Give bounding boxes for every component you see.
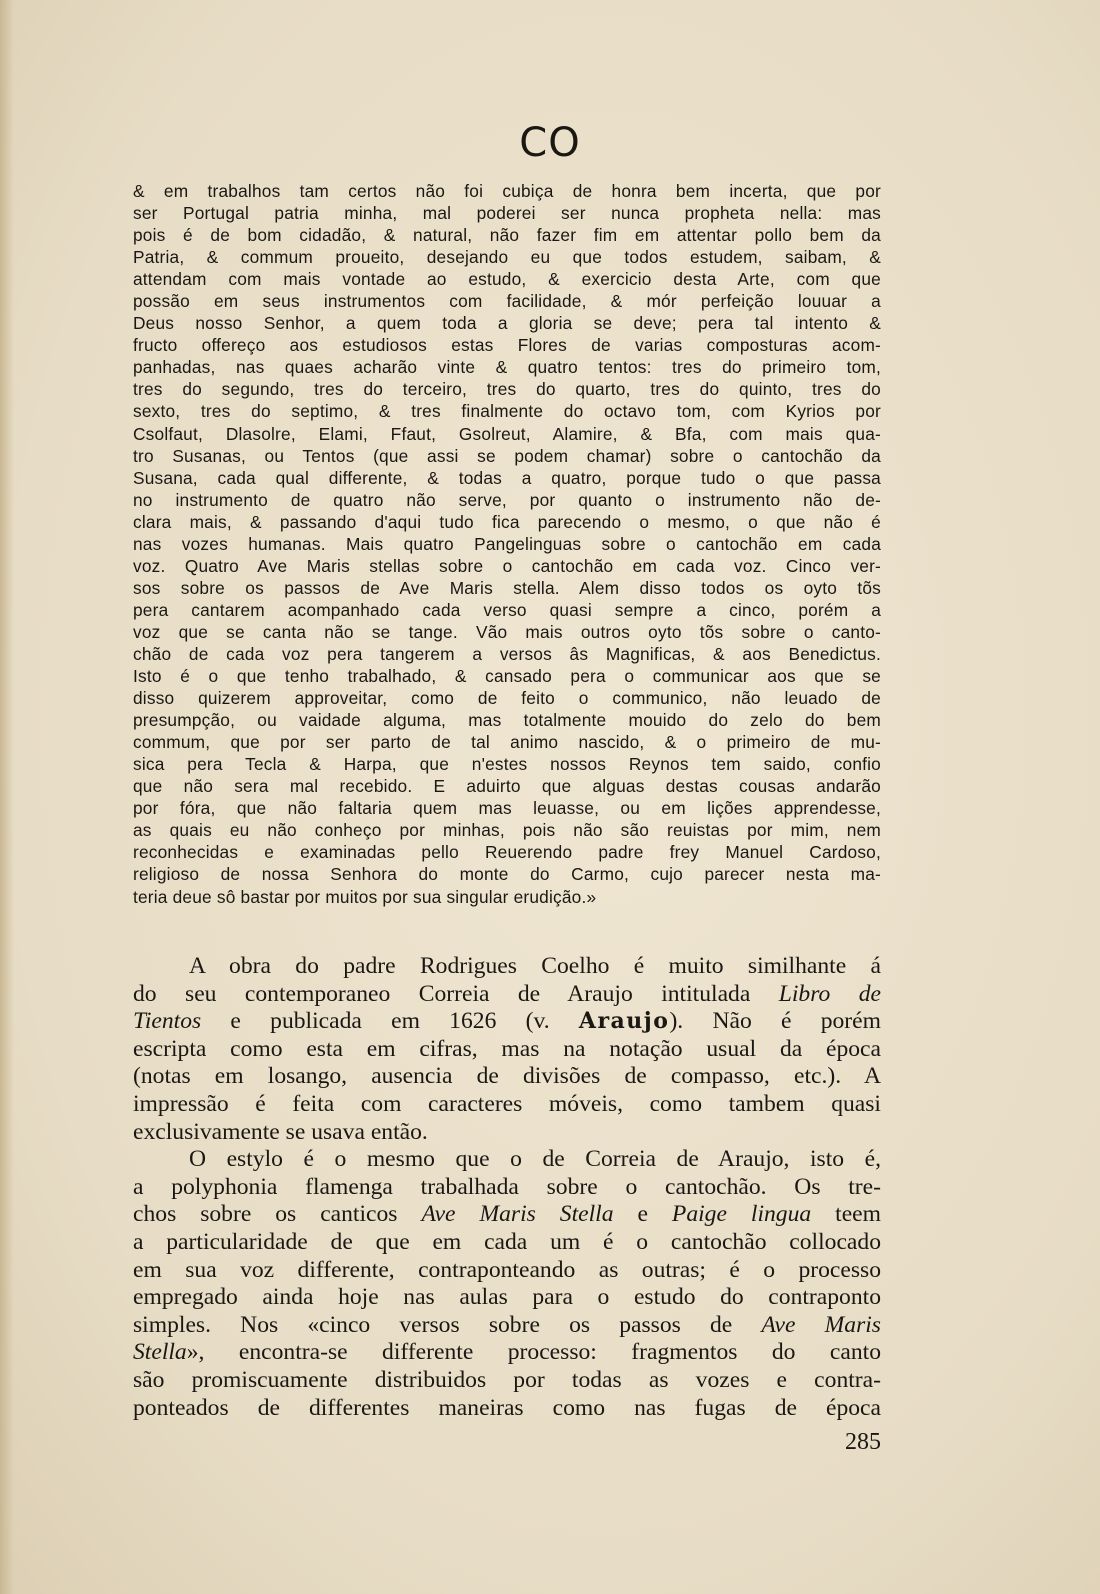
quotation-line: no instrumento de quatro não serve, por quanto o instrumento não de- <box>133 489 881 510</box>
quotation-line: & em trabalhos tam certos não foi cubiça de honra bem incerta, que por <box>133 181 881 201</box>
quotation-line: presumpção, ou vaidade alguma, mas totalmente mouido do zelo do bem <box>133 710 881 731</box>
quotation-line: panhadas, nas quaes acharão vinte & quatro tentos: tres do primeiro tom, <box>133 357 881 378</box>
quotation-line: nas vozes humanas. Mais quatro Pangelinguas sobre o cantochão em cada <box>133 533 881 554</box>
quotation-line: as quais eu não conheço por minhas, pois não são reuistas por mim, nem <box>133 820 881 841</box>
quotation-line: teria deue sô bastar por muitos por sua singular erudição.» <box>133 886 597 907</box>
quotation-line: tres do segundo, tres do terceiro, tres do quarto, tres do quinto, tres do <box>133 379 881 400</box>
paragraph-2-line: a particularidade de que em cada um é o cantochão collocado <box>133 1228 881 1255</box>
quotation-line: fructo offereço aos estudiosos estas Flores de varias composturas acom- <box>133 335 881 356</box>
quotation-line: que não sera mal recebido. E aduirto que alguas destas cousas andarão <box>133 776 881 797</box>
quotation-line: Isto é o que tenho trabalhado, & cansado pera o communicar aos que se <box>133 666 881 687</box>
quotation-line: voz. Quatro Ave Maris stellas sobre o cantochão em cada voz. Cinco ver- <box>133 555 881 576</box>
quotation-line: pois é de bom cidadão, & natural, não fazer fim em attentar pollo bem da <box>133 225 881 246</box>
quotation-line: attendam com mais vontade ao estudo, & exercicio desta Arte, com que <box>133 269 881 290</box>
running-head: CO <box>519 120 581 166</box>
quotation-line: Patria, & commum proueito, desejando eu que todos estudem, saibam, & <box>133 247 881 268</box>
paragraph-2-line: em sua voz differente, contraponteando as outras; é o processo <box>133 1256 881 1283</box>
page-edge-shadow <box>0 0 14 1594</box>
quotation-line: voz que se canta não se tange. Vão mais outros oyto tõs sobre o canto- <box>133 621 881 642</box>
quotation-line: ser Portugal patria minha, mal poderei ser nunca propheta nella: mas <box>133 203 881 224</box>
paragraph-2-line: ponteados de differentes maneiras como nas fugas de época <box>133 1394 881 1421</box>
canticle-title: Ave Maris <box>761 1311 881 1338</box>
quotation-line: commum, que por ser parto de tal animo nascido, & o primeiro de mu- <box>133 732 881 753</box>
quotation-block <box>133 180 881 908</box>
canticle-title: Stella <box>133 1339 187 1366</box>
quotation-line: clara mais, & passando d'aqui tudo fica parecendo o mesmo, o que não é <box>133 511 881 532</box>
paragraph-2-line: simples. Nos «cinco versos sobre os passos de Ave Maris <box>133 1311 881 1338</box>
canticle-title: Paige lingua <box>671 1201 812 1228</box>
paragraph-2-line: chos sobre os canticos Ave Maris Stella e Paige lingua teem <box>133 1201 882 1228</box>
quotation-line: religioso de nossa Senhora do monte do Carmo, cujo parecer nesta ma- <box>133 864 881 885</box>
quotation-line: sica pera Tecla & Harpa, que n'estes nossos Reynos tem saido, confio <box>133 754 881 775</box>
quotation-line: Susana, cada qual differente, & todas a quatro, porque tudo o que passa <box>133 467 881 488</box>
quotation-line: por fóra, que não faltaria quem mas leuasse, ou em lições apprendesse, <box>133 798 881 819</box>
cross-reference: Araujo <box>578 1008 670 1035</box>
quotation-line: chão de cada voz pera tangerem a versos âs Magnificas, & aos Benedictus. <box>133 643 881 664</box>
paragraph-1-line: impressão é feita com caracteres móveis, como tambem quasi <box>133 1090 881 1117</box>
quotation-line: sexto, tres do septimo, & tres finalmente do octavo tom, com Kyrios por <box>133 401 881 422</box>
paragraph-2-line: empregado ainda hoje nas aulas para o estudo do contraponto <box>133 1284 881 1311</box>
paragraph-2-line: a polyphonia flamenga trabalhada sobre o cantochão. Os tre- <box>133 1173 881 1200</box>
paragraph-2-line: são promiscuamente distribuidos por todas as vozes e contra- <box>133 1366 881 1393</box>
paragraph-1-line: exclusivamente se usava então. <box>133 1118 428 1145</box>
paragraph-1-line: Tientos e publicada em 1626 (v. Araujo). Não é porém <box>133 1008 881 1035</box>
quotation-line: sos sobre os passos de Ave Maris stella. Alem disso todos os oyto tõs <box>133 577 881 598</box>
paragraph-1-line: A obra do padre Rodrigues Coelho é muito similhante á <box>189 953 881 979</box>
book-title: Tientos <box>133 1008 202 1035</box>
quotation-line: reconhecidas e examinadas pello Reuerendo padre frey Manuel Cardoso, <box>133 842 881 863</box>
paragraph-1-line: do seu contemporaneo Correia de Araujo intitulada Libro de <box>133 980 881 1007</box>
paragraph-2-line: O estylo é o mesmo que o de Correia de Araujo, isto é, <box>189 1146 881 1173</box>
quotation-line: tro Susanas, ou Tentos (que assi se podem chamar) sobre o cantochão da <box>133 445 881 466</box>
paragraph-1-line: escripta como esta em cifras, mas na notação usual da época <box>133 1035 881 1062</box>
body-text <box>133 953 881 1422</box>
paragraph-1-line: (notas em losango, ausencia de divisões de compasso, etc.). A <box>133 1063 881 1090</box>
page-number: 285 <box>845 1429 881 1455</box>
quotation-line: Csolfaut, Dlasolre, Elami, Ffaut, Gsolreut, Alamire, & Bfa, com mais qua- <box>133 423 881 444</box>
quotation-line: pera cantarem acompanhado cada verso quasi sempre a cinco, porém a <box>133 599 881 620</box>
quotation-line: Deus nosso Senhor, a quem toda a gloria se deve; pera tal intento & <box>133 313 881 334</box>
canticle-title: Ave Maris Stella <box>421 1201 614 1228</box>
paragraph-2-line: Stella», encontra-se differente processo: fragmentos do canto <box>133 1339 881 1366</box>
quotation-line: possão em seus instrumentos com facilidade, & mór perfeição louuar a <box>133 291 881 312</box>
quotation-line: disso quizerem approveitar, como de feito o communico, não leuado de <box>133 688 881 709</box>
book-title: Libro de <box>778 980 881 1007</box>
